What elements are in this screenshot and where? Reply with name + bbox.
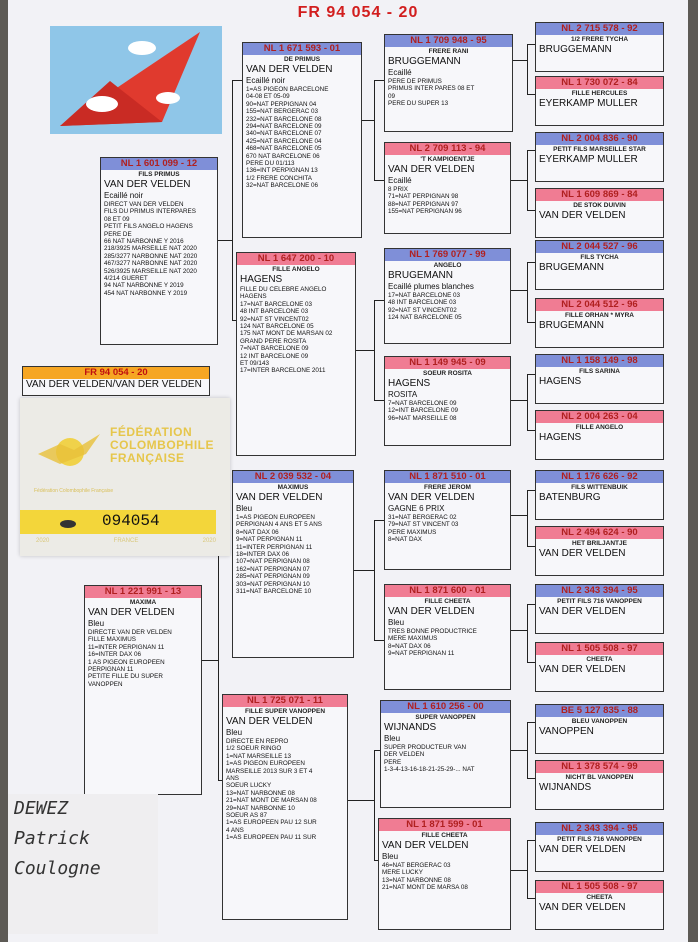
dam-dam-name: FILLE SUPER VANOPPEN bbox=[244, 708, 326, 715]
great-grandparent-name: CHEETA bbox=[586, 894, 613, 901]
detail-line: 1 AS PIGEON EUROPEEN bbox=[88, 658, 165, 666]
ddd-breeder: VAN DER VELDEN bbox=[382, 840, 469, 851]
detail-line: 17=NAT BARCELONE 03 bbox=[240, 300, 313, 308]
sss-details bbox=[385, 78, 512, 108]
great-grandparent-breeder: VAN DER VELDEN bbox=[539, 606, 626, 617]
great-grandparent-breeder: VAN DER VELDEN bbox=[539, 902, 626, 913]
detail-line: 340=NAT BARCELONE 07 bbox=[246, 130, 322, 138]
detail-line: GRAND PERE ROSITA bbox=[240, 337, 307, 345]
dam-sire-breeder: VAN DER VELDEN bbox=[236, 492, 323, 503]
detail-line: 4/214 GUERET bbox=[104, 275, 148, 283]
detail-line: DIRECTE VAN DER VELDEN bbox=[88, 629, 172, 636]
sss-breeder: BRUGGEMANN bbox=[388, 56, 461, 67]
detail-line: 294=NAT BARCELONE 09 bbox=[246, 123, 322, 131]
sire-dam-ring: NL 1 647 200 - 10 bbox=[237, 253, 355, 265]
sire-name: FILS PRIMUS bbox=[138, 171, 180, 178]
dds-box bbox=[380, 700, 511, 808]
card-country: FRANCE bbox=[113, 538, 139, 544]
detail-line: 21=NAT MONT DE MARSAN 08 bbox=[226, 797, 317, 805]
sire-dam-box bbox=[236, 252, 356, 456]
great-grandparent-breeder: HAGENS bbox=[539, 376, 582, 387]
detail-line: 88=NAT PERPIGNAN 97 bbox=[388, 200, 459, 208]
great-grandparent-ring: NL 2 044 512 - 96 bbox=[536, 299, 663, 311]
detail-line: 124 NAT BARCELONE 05 bbox=[388, 314, 462, 322]
great-grandparent-box bbox=[535, 410, 664, 460]
federation-line-3: FRANÇAISE bbox=[110, 451, 185, 465]
great-grandparent-ring: NL 2 004 836 - 90 bbox=[536, 133, 663, 145]
detail-line: 107=NAT PERPIGNAN 08 bbox=[236, 558, 310, 566]
great-grandparent-breeder: HAGENS bbox=[539, 432, 582, 443]
detail-line: 92=NAT ST VINCENT02 bbox=[240, 315, 309, 323]
detail-line: PERPIGNAN 11 bbox=[88, 666, 134, 674]
detail-line: 7=NAT BARCELONE 09 bbox=[388, 400, 457, 407]
sss-box bbox=[384, 34, 513, 132]
card-year-left: 2020 bbox=[36, 538, 50, 544]
detail-line: 155=NAT PERPIGNAN 96 bbox=[388, 208, 462, 216]
detail-line: 11=INTER PERPIGNAN 11 bbox=[236, 543, 313, 551]
dam-dam-details bbox=[223, 738, 347, 842]
detail-line: 08 ET 09 bbox=[104, 215, 130, 223]
dam-sire-name: MAXIMUS bbox=[277, 484, 309, 491]
detail-line: 162=NAT PERPIGNAN 07 bbox=[236, 565, 310, 573]
handwritten-line-2: Patrick bbox=[14, 828, 90, 849]
detail-line: 8=NAT DAX 06 bbox=[388, 642, 431, 650]
detail-line: DER VELDEN bbox=[384, 751, 425, 759]
detail-line: 29=NAT NARBONNE 10 bbox=[226, 804, 295, 812]
great-grandparent-name: FILS TYCHA bbox=[580, 254, 619, 261]
detail-line: 12=INT BARCELONE 09 bbox=[388, 407, 459, 415]
great-grandparent-name: HET BRILJANTJE bbox=[572, 540, 627, 547]
sds-breeder: BRUGEMANN bbox=[388, 270, 454, 281]
sire-breeder: VAN DER VELDEN bbox=[104, 179, 191, 190]
detail-line: DIRECTE EN REPRO bbox=[226, 738, 289, 745]
great-grandparent-box bbox=[535, 22, 664, 72]
detail-line: FILLE MAXIMUS bbox=[88, 636, 136, 644]
detail-line: 124 NAT BARCELONE 05 bbox=[240, 323, 314, 331]
detail-line: 4 ANS bbox=[226, 826, 244, 834]
great-grandparent-name: PETIT FILS 716 VANOPPEN bbox=[557, 598, 642, 605]
great-grandparent-ring: NL 1 158 149 - 98 bbox=[536, 355, 663, 367]
ddd-color: Bleu bbox=[382, 852, 399, 861]
detail-line: SOEUR LUCKY bbox=[226, 782, 272, 790]
ssd-details bbox=[385, 186, 510, 216]
dsd-ring: NL 1 871 600 - 01 bbox=[385, 585, 510, 597]
great-grandparent-box bbox=[535, 132, 664, 182]
great-grandparent-breeder: EYERKAMP MULLER bbox=[539, 98, 638, 109]
detail-line: 9=NAT PERPIGNAN 11 bbox=[236, 536, 303, 544]
detail-line: 1/2 FRERE CONCHITA bbox=[246, 174, 313, 182]
detail-line: 46=NAT BERGERAC 03 bbox=[382, 862, 451, 869]
great-grandparent-breeder: VANOPPEN bbox=[539, 726, 594, 737]
sdd-ring: NL 1 149 945 - 09 bbox=[385, 357, 510, 369]
detail-line: 1=AS PIGEON BARCELONE bbox=[246, 86, 329, 93]
detail-line: 96=NAT MARSEILLE 08 bbox=[388, 414, 457, 422]
detail-line: 11=INTER PERPIGNAN 11 bbox=[88, 643, 165, 651]
detail-line: 8=NAT DAX bbox=[388, 536, 422, 544]
great-grandparent-ring: NL 2 044 527 - 96 bbox=[536, 241, 663, 253]
page-title: FR 94 054 - 20 bbox=[297, 4, 419, 21]
dds-ring: NL 1 610 256 - 00 bbox=[381, 701, 510, 713]
detail-line: 17=INTER BARCELONE 2011 bbox=[240, 367, 326, 375]
great-grandparent-breeder: EYERKAMP MULLER bbox=[539, 154, 638, 165]
great-grandparent-box bbox=[535, 240, 664, 290]
great-grandparent-ring: NL 1 505 508 - 97 bbox=[536, 881, 663, 893]
sds-color: Ecaillé plumes blanches bbox=[388, 282, 474, 291]
detail-line: 285/3277 NARBONNE NAT 2020 bbox=[104, 252, 198, 260]
star-logo-icon bbox=[50, 26, 222, 134]
detail-line: 670 NAT BARCELONE 06 bbox=[246, 152, 320, 160]
dsd-name: FILLE CHEETA bbox=[424, 598, 471, 605]
detail-line: SOEUR AS 87 bbox=[226, 812, 267, 820]
dds-color: Bleu bbox=[384, 734, 401, 743]
sdd-breeder: HAGENS bbox=[388, 378, 431, 389]
great-grandparent-breeder: BRUGEMANN bbox=[539, 320, 605, 331]
detail-line: 303=NAT PERPIGNAN 10 bbox=[236, 580, 310, 588]
dds-details bbox=[381, 744, 510, 774]
dsd-color: Bleu bbox=[388, 618, 405, 627]
sire-sire-breeder: VAN DER VELDEN bbox=[246, 64, 333, 75]
detail-line: 8 PRIX bbox=[388, 186, 408, 193]
great-grandparent-breeder: WIJNANDS bbox=[539, 782, 592, 793]
pigeon-icon bbox=[58, 516, 78, 530]
dss-breeder: VAN DER VELDEN bbox=[388, 492, 475, 503]
detail-line: 18=INTER DAX 06 bbox=[236, 551, 290, 559]
detail-line: MARSEILLE 2013 SUR 3 ET 4 bbox=[226, 767, 313, 775]
handwritten-note bbox=[8, 794, 158, 934]
detail-line: 66 NAT NARBONNE Y 2016 bbox=[104, 238, 184, 246]
dam-dam-ring: NL 1 725 071 - 11 bbox=[223, 695, 347, 707]
ssd-breeder: VAN DER VELDEN bbox=[388, 164, 475, 175]
ddd-details bbox=[379, 862, 510, 892]
dss-box bbox=[384, 470, 511, 570]
great-grandparent-name: FILLE ANGELO bbox=[575, 424, 624, 431]
detail-line: FILLE DU CELEBRE ANGELO bbox=[240, 286, 327, 293]
great-grandparent-name: PETIT FILS 716 VANOPPEN bbox=[557, 836, 642, 843]
detail-line: 1=AS EUROPEEN PAU 12 SUR bbox=[226, 819, 317, 827]
detail-line: 1=AS EUROPEEN PAU 11 SUR bbox=[226, 834, 317, 842]
sdd-name: SOEUR ROSITA bbox=[423, 370, 472, 377]
great-grandparent-breeder: BATENBURG bbox=[539, 492, 601, 503]
handwritten-line-1: DEWEZ bbox=[14, 798, 69, 819]
great-grandparent-box bbox=[535, 584, 664, 634]
great-grandparent-ring: NL 2 494 624 - 90 bbox=[536, 527, 663, 539]
detail-line: PETITE FILLE DU SUPER bbox=[88, 673, 163, 681]
detail-line: 311=NAT BARCELONE 10 bbox=[236, 588, 312, 596]
great-grandparent-name: NICHT BL VANOPPEN bbox=[565, 774, 634, 781]
great-grandparent-name: PETIT FILS MARSEILLE STAR bbox=[553, 146, 646, 153]
federation-logo-icon bbox=[30, 420, 110, 480]
great-grandparent-box bbox=[535, 298, 664, 348]
dam-name: MAXIMA bbox=[129, 599, 157, 606]
great-grandparent-breeder: VAN DER VELDEN bbox=[539, 664, 626, 675]
ddd-name: FILLE CHEETA bbox=[421, 832, 468, 839]
federation-line-1: FÉDÉRATION bbox=[110, 425, 193, 439]
federation-tagline: Fédération Colombophile Française bbox=[34, 488, 114, 494]
great-grandparent-name: BLEU VANOPPEN bbox=[571, 718, 628, 725]
detail-line: 12 INT BARCELONE 09 bbox=[240, 352, 309, 360]
detail-line: 1/2 SOEUR RINGO bbox=[226, 745, 282, 753]
detail-line: 232=NAT BARCELONE 08 bbox=[246, 115, 322, 123]
detail-line: 1-3-4-13-16-18-21-25-29-... NAT bbox=[384, 766, 475, 774]
detail-line: 71=NAT PERPIGNAN 98 bbox=[388, 193, 459, 201]
sire-dam-details bbox=[237, 286, 355, 375]
ssd-box bbox=[384, 142, 511, 234]
detail-line: 90=NAT PERPIGNAN 04 bbox=[246, 100, 317, 108]
detail-line: 92=NAT ST VINCENT02 bbox=[388, 306, 457, 314]
dam-color: Bleu bbox=[88, 619, 105, 628]
great-grandparent-breeder: VAN DER VELDEN bbox=[539, 210, 626, 221]
detail-line: 155=NAT BERGERAC 03 bbox=[246, 108, 319, 116]
detail-line: PERE DU SUPER 13 bbox=[388, 100, 449, 108]
detail-line: PERE DE PRIMUS bbox=[388, 78, 442, 85]
dam-dam-breeder: VAN DER VELDEN bbox=[226, 716, 313, 727]
dam-sire-details bbox=[233, 514, 353, 595]
detail-line: 8=NAT DAX 06 bbox=[236, 528, 279, 536]
club-logo bbox=[50, 26, 222, 134]
detail-line: PERE MAXIMUS bbox=[388, 528, 437, 536]
federation-line-2: COLOMBOPHILE bbox=[110, 438, 214, 452]
dam-dam-box bbox=[222, 694, 348, 920]
detail-line: 136=INT PERPIGNAN 13 bbox=[246, 167, 318, 175]
detail-line: 218/3925 MARSEILLE NAT 2020 bbox=[104, 245, 197, 253]
detail-line: 7=NAT BARCELONE 09 bbox=[240, 345, 309, 353]
great-grandparent-ring: NL 1 176 626 - 92 bbox=[536, 471, 663, 483]
subject-ring: FR 94 054 - 20 bbox=[23, 367, 209, 379]
detail-line: 31=NAT BERGERAC 02 bbox=[388, 514, 457, 521]
detail-line: 09 bbox=[388, 92, 396, 100]
dss-name: FRERE JEROM bbox=[424, 484, 471, 491]
ssd-name: 'T KAMPIOENTJE bbox=[420, 156, 475, 163]
sss-color: Ecaillé bbox=[388, 68, 412, 77]
dsd-details bbox=[385, 628, 510, 658]
pedigree-sheet bbox=[8, 0, 688, 942]
sdd-box bbox=[384, 356, 511, 446]
sire-ring: NL 1 601 099 - 12 bbox=[101, 158, 217, 170]
great-grandparent-name: FILLE ORHAN * MYRA bbox=[565, 312, 634, 319]
detail-line: 425=NAT BARCELONE 04 bbox=[246, 137, 322, 145]
detail-line: VANOPPEN bbox=[88, 680, 123, 688]
detail-line: PERE bbox=[384, 758, 402, 766]
great-grandparent-box bbox=[535, 880, 664, 930]
subject-owner: VAN DER VELDEN/VAN DER VELDEN bbox=[26, 379, 202, 390]
sire-sire-box bbox=[242, 42, 362, 238]
dds-name: SUPER VANOPPEN bbox=[415, 714, 476, 721]
detail-line: SUPER PRODUCTEUR VAN bbox=[384, 744, 467, 751]
detail-line: 04-08 ET 05-09 bbox=[246, 93, 290, 101]
detail-line: 79=NAT ST VINCENT 03 bbox=[388, 521, 459, 529]
detail-line: 48 INT BARCELONE 03 bbox=[388, 299, 457, 307]
detail-line: 1=NAT MARSEILLE 13 bbox=[226, 752, 292, 760]
great-grandparent-box bbox=[535, 526, 664, 576]
federation-card bbox=[20, 398, 230, 556]
great-grandparent-box bbox=[535, 642, 664, 692]
ssd-ring: NL 2 709 113 - 94 bbox=[385, 143, 510, 155]
great-grandparent-name: FILS SARINA bbox=[579, 368, 620, 375]
great-grandparent-box bbox=[535, 470, 664, 520]
sire-sire-details bbox=[243, 86, 361, 190]
great-grandparent-box bbox=[535, 354, 664, 404]
great-grandparent-box bbox=[535, 188, 664, 238]
dss-ring: NL 1 871 510 - 01 bbox=[385, 471, 510, 483]
sdd-color: ROSITA bbox=[388, 390, 418, 399]
detail-line: MERE LUCKY bbox=[382, 869, 423, 877]
detail-line: 17=NAT BARCELONE 03 bbox=[388, 292, 461, 299]
detail-line: ET 09/143 bbox=[240, 360, 269, 368]
detail-line: 9=NAT PERPIGNAN 11 bbox=[388, 650, 455, 658]
detail-line: PERE DU 01/113 bbox=[246, 160, 295, 168]
card-year-right: 2020 bbox=[202, 538, 216, 544]
sire-details bbox=[101, 201, 217, 297]
detail-line: PETIT FILS ANGELO HAGENS bbox=[104, 223, 193, 231]
detail-line: DIRECT VAN DER VELDEN bbox=[104, 201, 184, 208]
great-grandparent-breeder: BRUGGEMANN bbox=[539, 44, 612, 55]
sire-sire-color: Ecaillé noir bbox=[246, 76, 286, 85]
detail-line: PRIMUS INTER PARES 08 ET bbox=[388, 85, 475, 93]
detail-line: 526/3925 MARSEILLE NAT 2020 bbox=[104, 267, 197, 275]
great-grandparent-box bbox=[535, 76, 664, 126]
sds-details bbox=[385, 292, 510, 322]
great-grandparent-breeder: BRUGEMANN bbox=[539, 262, 605, 273]
dam-dam-color: Bleu bbox=[226, 728, 243, 737]
great-grandparent-ring: BE 5 127 835 - 88 bbox=[536, 705, 663, 717]
sire-box bbox=[100, 157, 218, 345]
dam-box bbox=[84, 585, 202, 795]
detail-line: TRES BONNE PRODUCTRICE bbox=[388, 628, 477, 635]
sss-name: FRERE RANI bbox=[428, 48, 469, 55]
handwritten-line-3: Coulogne bbox=[14, 858, 101, 879]
detail-line: ANS bbox=[226, 775, 239, 783]
dam-sire-color: Bleu bbox=[236, 504, 253, 513]
great-grandparent-breeder: VAN DER VELDEN bbox=[539, 844, 626, 855]
dam-sire-ring: NL 2 039 532 - 04 bbox=[233, 471, 353, 483]
great-grandparent-box bbox=[535, 704, 664, 754]
great-grandparent-box bbox=[535, 822, 664, 872]
detail-line: HAGENS bbox=[240, 293, 267, 301]
detail-line: FILS DU PRIMUS INTERPARES bbox=[104, 208, 196, 216]
great-grandparent-ring: NL 1 730 072 - 84 bbox=[536, 77, 663, 89]
detail-line: 285=NAT PERPIGNAN 09 bbox=[236, 573, 310, 581]
detail-line: 454 NAT NARBONNE Y 2019 bbox=[104, 289, 188, 297]
great-grandparent-box bbox=[535, 760, 664, 810]
detail-line: 13=NAT NARBONNE 08 bbox=[226, 789, 295, 797]
sds-box bbox=[384, 248, 511, 344]
great-grandparent-ring: NL 2 343 394 - 95 bbox=[536, 585, 663, 597]
dss-details bbox=[385, 514, 510, 544]
sds-name: ANGELO bbox=[433, 262, 462, 269]
ssd-color: Ecaillé bbox=[388, 176, 412, 185]
detail-line: 21=NAT MONT DE MARSA 08 bbox=[382, 884, 468, 892]
dam-details bbox=[85, 629, 201, 688]
great-grandparent-ring: NL 1 609 869 - 84 bbox=[536, 189, 663, 201]
dsd-breeder: VAN DER VELDEN bbox=[388, 606, 475, 617]
detail-line: 467/3277 NARBONNE NAT 2020 bbox=[104, 260, 198, 268]
detail-line: 48 INT BARCELONE 03 bbox=[240, 308, 309, 316]
great-grandparent-name: CHEETA bbox=[586, 656, 613, 663]
detail-line: 16=INTER DAX 06 bbox=[88, 651, 142, 659]
card-footer bbox=[36, 538, 216, 544]
detail-line: PERPIGNAN 4 ANS ET 5 ANS bbox=[236, 521, 322, 529]
sds-ring: NL 1 769 077 - 99 bbox=[385, 249, 510, 261]
sire-sire-name: DE PRIMUS bbox=[283, 56, 321, 63]
dss-color: GAGNE 6 PRIX bbox=[388, 504, 445, 513]
great-grandparent-name: 1/2 FRERE TYCHA bbox=[570, 36, 629, 43]
sire-dam-name: FILLE ANGELO bbox=[272, 266, 320, 273]
detail-line: 468=NAT BARCELONE 05 bbox=[246, 145, 322, 153]
dam-sire-box bbox=[232, 470, 354, 658]
ddd-ring: NL 1 871 599 - 01 bbox=[379, 819, 510, 831]
sire-color: Ecaillé noir bbox=[104, 191, 144, 200]
great-grandparent-name: FILLE HERCULES bbox=[571, 90, 628, 97]
dsd-box bbox=[384, 584, 511, 690]
federation-title bbox=[110, 426, 214, 465]
dam-breeder: VAN DER VELDEN bbox=[88, 607, 175, 618]
subject-pigeon-box bbox=[22, 366, 210, 396]
ddd-box bbox=[378, 818, 511, 930]
great-grandparent-ring: NL 2 715 578 - 92 bbox=[536, 23, 663, 35]
card-number: 094054 bbox=[102, 512, 160, 530]
detail-line: 94 NAT NARBONNE Y 2019 bbox=[104, 282, 184, 290]
great-grandparent-ring: NL 2 004 263 - 04 bbox=[536, 411, 663, 423]
dds-breeder: WIJNANDS bbox=[384, 722, 437, 733]
detail-line: MERE MAXIMUS bbox=[388, 635, 438, 643]
detail-line: 32=NAT BARCELONE 06 bbox=[246, 182, 319, 190]
sire-dam-breeder: HAGENS bbox=[240, 274, 283, 285]
dam-ring: NL 1 221 991 - 13 bbox=[85, 586, 201, 598]
sdd-details bbox=[385, 400, 510, 422]
great-grandparent-name: FILS WITTENBUIK bbox=[571, 484, 628, 491]
detail-line: 1=AS PIGEON EUROPEEN bbox=[236, 514, 315, 521]
great-grandparent-breeder: VAN DER VELDEN bbox=[539, 548, 626, 559]
great-grandparent-ring: NL 2 343 394 - 95 bbox=[536, 823, 663, 835]
great-grandparent-name: DE STOK DUIVIN bbox=[573, 202, 626, 209]
detail-line: PERE DE bbox=[104, 230, 132, 238]
sire-sire-ring: NL 1 671 593 - 01 bbox=[243, 43, 361, 55]
sss-ring: NL 1 709 948 - 95 bbox=[385, 35, 512, 47]
great-grandparent-ring: NL 1 505 508 - 97 bbox=[536, 643, 663, 655]
great-grandparent-ring: NL 1 378 574 - 99 bbox=[536, 761, 663, 773]
detail-line: 13=NAT NARBONNE 08 bbox=[382, 876, 451, 884]
detail-line: 175 NAT MONT DE MARSAN 02 bbox=[240, 330, 333, 338]
detail-line: 1=AS PIGEON EUROPEEN bbox=[226, 760, 305, 768]
